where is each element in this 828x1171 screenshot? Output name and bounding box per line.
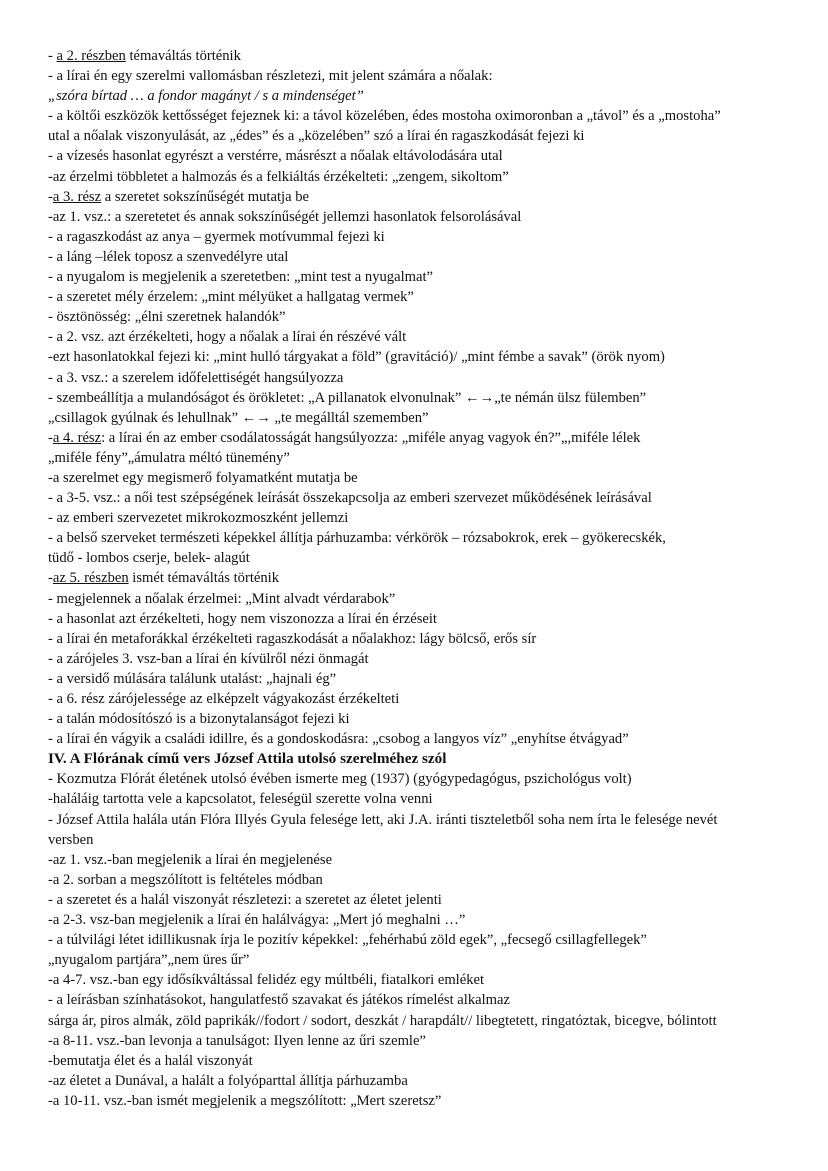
- text-line: [48, 167, 808, 187]
- document-body: [48, 46, 808, 1111]
- text-segment: -haláláig tartotta vele a kapcsolatot, feleségül szerette volna venni: [48, 791, 433, 808]
- text-segment: - szembeállítja a mulandóságot és örökletet: „A pillanatok elvonulnak” ←→„te némán ülsz fülemben”: [48, 389, 647, 406]
- text-segment: „miféle fény”„ámulatra méltó tünemény”: [48, 449, 290, 466]
- text-segment: - a túlvilági létet idillikusnak írja le pozitív képekkel: „fehérhabú zöld egek”, „fecsegő csillagfellegek”: [48, 932, 647, 949]
- text-line: [48, 1071, 808, 1091]
- text-segment: -az 1. vsz.: a szeretetet és annak sokszínűségét jellemzi hasonlatok felsorolásával: [48, 208, 522, 225]
- text-line: [48, 789, 808, 809]
- text-line: [48, 769, 808, 789]
- text-line: [48, 709, 808, 729]
- text-segment: - a 3-5. vsz.: a női test szépségének leírását összekapcsolja az emberi szervezet működésének leírásával: [48, 490, 652, 507]
- text-segment: -a 10-11. vsz.-ban ismét megjelenik a megszólított: „Mert szeretsz”: [48, 1092, 442, 1109]
- text-segment: - a láng –lélek toposz a szenvedélyre utal: [48, 248, 289, 265]
- text-line: [48, 428, 808, 448]
- text-segment: ismét témaváltás történik: [128, 570, 279, 587]
- text-segment: - ösztönösség: „élni szeretnek halandók”: [48, 309, 286, 326]
- text-segment: -bemutatja élet és a halál viszonyát: [48, 1052, 253, 1069]
- text-line: [48, 870, 808, 890]
- text-segment: - a hasonlat azt érzékelteti, hogy nem viszonozza a lírai én érzéseit: [48, 610, 437, 627]
- text-line: [48, 66, 808, 86]
- text-segment: - a versidő múlására találunk utalást: „hajnali ég”: [48, 670, 337, 687]
- text-segment: -: [48, 570, 53, 587]
- text-segment: - a költői eszközök kettősséget fejeznek ki: a távol közelében, édes mostoha oximoronban a „távol” és a „mostoha”: [48, 108, 721, 125]
- text-line: [48, 689, 808, 709]
- text-segment: - a talán módosítószó is a bizonytalanságot fejezi ki: [48, 711, 350, 728]
- text-segment: -a 2. sorban a megszólított is feltételes módban: [48, 871, 323, 888]
- text-line: [48, 589, 808, 609]
- text-line: [48, 488, 808, 508]
- text-segment: - a leírásban színhatásokot, hangulatfestő szavakat és játékos rímelést alkalmaz: [48, 992, 510, 1009]
- text-segment: a szeretet sokszínűségét mutatja be: [101, 188, 309, 205]
- text-segment: -: [48, 48, 57, 64]
- text-line: [48, 568, 808, 588]
- text-segment: -a szerelmet egy megismerő folyamatként mutatja be: [48, 469, 358, 486]
- text-segment: - a lírai én metaforákkal érzékelteti ragaszkodását a nőalakhoz: lágy bölcső, erős sír: [48, 630, 537, 647]
- quotation: „szóra bírtad … a fondor magányt / s a mindenséget”: [48, 88, 364, 105]
- underlined-part-label: a 2. részben: [56, 48, 126, 64]
- text-segment: -: [48, 188, 53, 205]
- text-line: [48, 207, 808, 227]
- text-line: [48, 649, 808, 669]
- text-segment: -az érzelmi többletet a halmozás és a felkiáltás érzékelteti: „zengem, sikoltom”: [48, 168, 509, 185]
- text-line: [48, 528, 808, 548]
- text-segment: - a szeretet mély érzelem: „mint mélyüket a hallgatag vermek”: [48, 289, 414, 306]
- text-line: [48, 1091, 808, 1111]
- text-line: [48, 468, 808, 488]
- text-segment: - a szeretet és a halál viszonyát részletezi: a szeretet az életet jelenti: [48, 891, 442, 908]
- text-line: [48, 347, 808, 367]
- text-line: [48, 669, 808, 689]
- text-line: [48, 729, 808, 749]
- text-line: [48, 890, 808, 910]
- text-segment: -a 4-7. vsz.-ban egy idősíkváltással felidéz egy múltbéli, fiatalkori emléket: [48, 972, 485, 989]
- text-line: [48, 227, 808, 247]
- text-line: [48, 970, 808, 990]
- text-line: [48, 146, 808, 166]
- text-segment: - megjelennek a nőalak érzelmei: „Mint alvadt vérdarabok”: [48, 590, 396, 607]
- text-segment: „csillagok gyúlnak és lehullnak” ←→ „te megálltál szememben”: [48, 409, 429, 426]
- text-segment: - József Attila halála után Flóra Illyés Gyula felesége lett, aki J.A. iránti tiszteletből soha nem írta le felesége nevét: [48, 811, 718, 828]
- text-line: [48, 950, 808, 970]
- text-segment: versben: [48, 831, 94, 848]
- text-line: [48, 46, 808, 66]
- text-line: [48, 287, 808, 307]
- text-segment: - a lírai én egy szerelmi vallomásban részletezi, mit jelent számára a nőalak:: [48, 68, 493, 85]
- text-line: [48, 749, 808, 769]
- text-segment: tüdő - lombos cserje, belek- alagút: [48, 550, 250, 567]
- text-segment: - Kozmutza Flórát életének utolsó évében ismerte meg (1937) (gyógypedagógus, pszichológus volt): [48, 771, 632, 788]
- text-segment: - a 2. vsz. azt érzékelteti, hogy a nőalak a lírai én részévé vált: [48, 329, 407, 346]
- text-segment: - a ragaszkodást az anya – gyermek motívummal fejezi ki: [48, 228, 385, 245]
- text-line: [48, 368, 808, 388]
- text-segment: -ezt hasonlatokkal fejezi ki: „mint hulló tárgyakat a föld” (gravitáció)/ „mint fémbe a savak” (örök nyom): [48, 349, 665, 366]
- text-line: [48, 388, 808, 408]
- text-segment: utal a nőalak viszonyulását, az „édes” és a „közelében” szó a lírai én ragaszkodását fejezi ki: [48, 128, 585, 145]
- text-line: [48, 448, 808, 468]
- text-segment: - a nyugalom is megjelenik a szeretetben: „mint test a nyugalmat”: [48, 269, 433, 286]
- text-line: [48, 1051, 808, 1071]
- text-segment: „nyugalom partjára”„nem üres űr”: [48, 952, 250, 969]
- text-line: [48, 1011, 808, 1031]
- text-line: [48, 106, 808, 126]
- text-line: [48, 910, 808, 930]
- text-segment: -a 8-11. vsz.-ban levonja a tanulságot: Ilyen lenne az űri szemle”: [48, 1032, 426, 1049]
- text-line: [48, 126, 808, 146]
- text-line: [48, 86, 808, 106]
- text-segment: - az emberi szervezetet mikrokozmoszként jellemzi: [48, 510, 349, 527]
- text-line: [48, 408, 808, 428]
- text-line: [48, 629, 808, 649]
- underlined-part-label: a 4. rész: [52, 429, 102, 446]
- text-segment: -a 2-3. vsz-ban megjelenik a lírai én halálvágya: „Mert jó meghalni …”: [48, 912, 466, 929]
- text-line: [48, 187, 808, 207]
- text-line: [48, 508, 808, 528]
- text-line: [48, 990, 808, 1010]
- text-line: [48, 810, 808, 830]
- text-segment: - a lírai én vágyik a családi idillre, és a gondoskodásra: „csobog a langyos víz” „enyhítse étvágyad”: [48, 731, 629, 748]
- text-line: [48, 267, 808, 287]
- text-line: [48, 1031, 808, 1051]
- text-segment: -: [48, 429, 53, 446]
- text-line: [48, 548, 808, 568]
- text-segment: - a belső szerveket természeti képekkel állítja párhuzamba: vérkörök – rózsabokrok, erek – gyökerecskék,: [48, 530, 666, 547]
- text-line: [48, 830, 808, 850]
- text-line: [48, 247, 808, 267]
- text-segment: sárga ár, piros almák, zöld paprikák//fodort / sodort, deszkát / harapdált// libegtetett, ringatóztak, bicegve, bólintott: [48, 1012, 717, 1029]
- text-segment: - a zárójeles 3. vsz-ban a lírai én kívülről nézi önmagát: [48, 650, 369, 667]
- text-line: [48, 930, 808, 950]
- text-segment: témaváltás történik: [125, 48, 241, 64]
- text-segment: -az életet a Dunával, a halált a folyóparttal állítja párhuzamba: [48, 1072, 408, 1089]
- text-segment: - a 3. vsz.: a szerelem időfelettiségét hangsúlyozza: [48, 369, 344, 386]
- text-segment: - a vízesés hasonlat egyrészt a verstérre, másrészt a nőalak eltávolodására utal: [48, 148, 503, 165]
- text-line: [48, 307, 808, 327]
- text-segment: -az 1. vsz.-ban megjelenik a lírai én megjelenése: [48, 851, 333, 868]
- text-segment: : a lírai én az ember csodálatosságát hangsúlyozza: „miféle anyag vagyok én?”„,miféle lélek: [101, 429, 641, 446]
- underlined-part-label: a 3. rész: [52, 188, 102, 205]
- text-line: [48, 609, 808, 629]
- text-line: [48, 327, 808, 347]
- section-heading: IV. A Flórának című vers József Attila utolsó szerelméhez szól: [48, 750, 447, 768]
- text-segment: - a 6. rész zárójelessége az elképzelt vágyakozást érzékelteti: [48, 691, 400, 707]
- underlined-part-label: az 5. részben: [52, 570, 129, 587]
- text-line: [48, 850, 808, 870]
